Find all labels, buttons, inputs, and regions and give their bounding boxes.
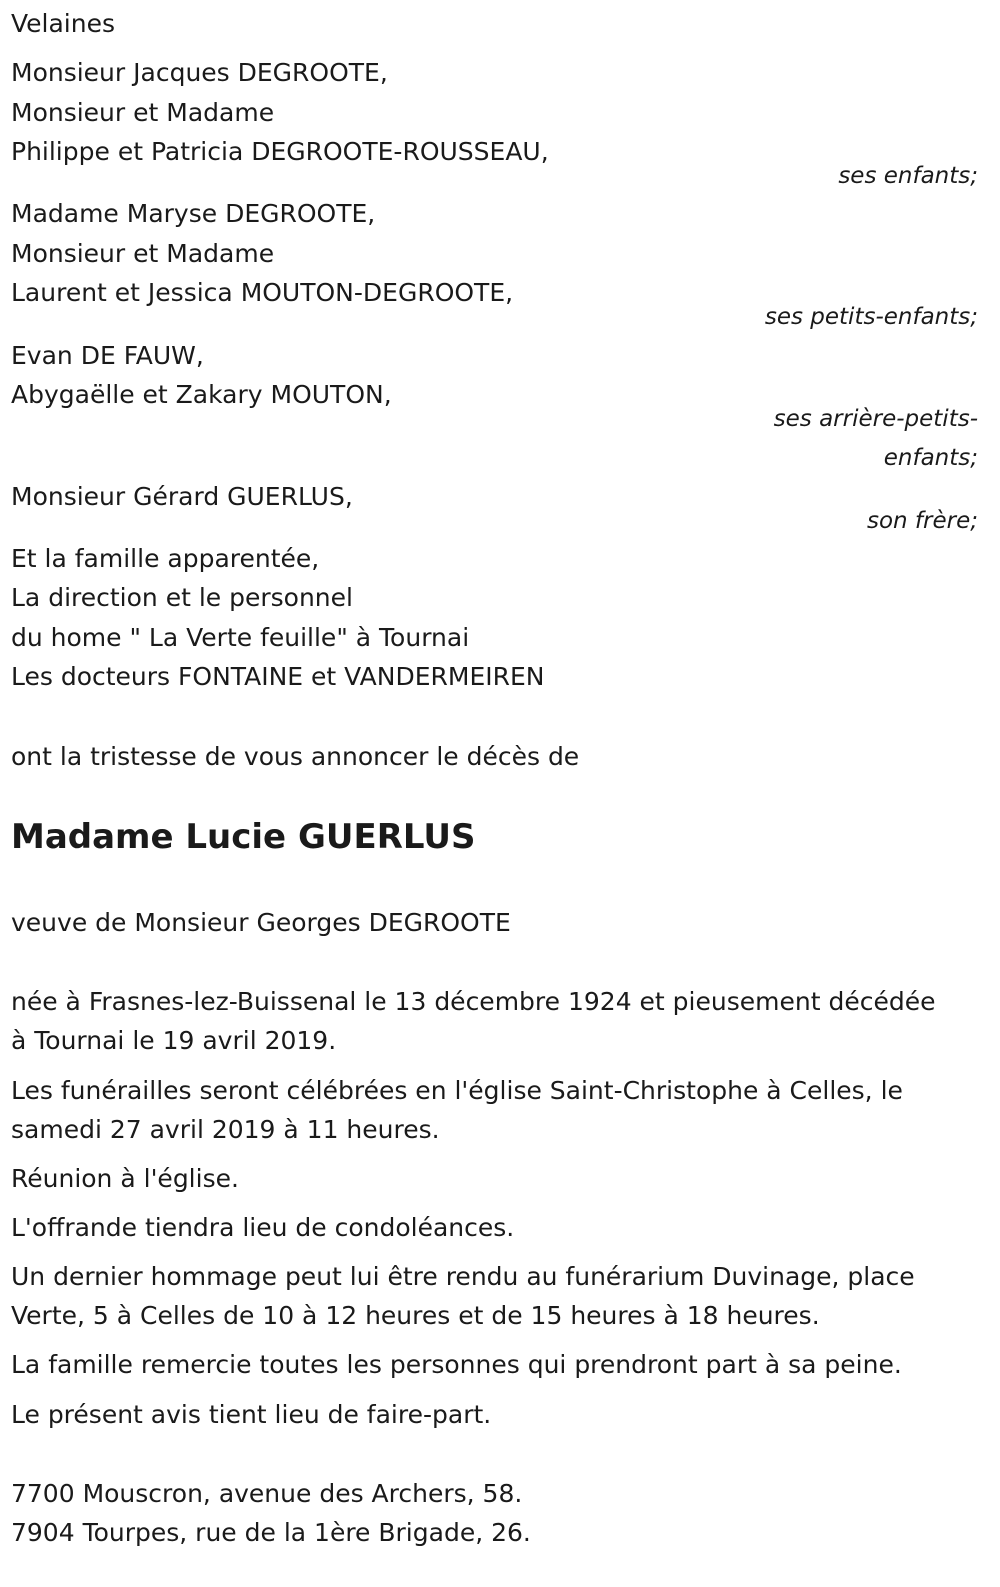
great-grandchildren-role-1: ses arrière-petits- bbox=[773, 406, 978, 432]
children-line-2: Monsieur et Madame bbox=[11, 98, 275, 127]
others-line-3: du home " La Verte feuille" à Tournai bbox=[11, 623, 470, 652]
grandchildren-role: ses petits-enfants; bbox=[764, 304, 978, 330]
announcement: ont la tristesse de vous annoncer le décès de bbox=[11, 742, 580, 771]
town-line: Velaines bbox=[11, 9, 116, 38]
deceased-name: Madame Lucie GUERLUS bbox=[11, 817, 476, 857]
offering-line: L'offrande tiendra lieu de condoléances. bbox=[11, 1213, 515, 1242]
meeting-line: Réunion à l'église. bbox=[11, 1164, 239, 1193]
tribute-line-1: Un dernier hommage peut lui être rendu au funérarium Duvinage, place bbox=[11, 1262, 915, 1291]
birth-line-1: née à Frasnes-lez-Buissenal le 13 décembre 1924 et pieusement décédée bbox=[11, 987, 936, 1016]
birth-line-2: à Tournai le 19 avril 2019. bbox=[11, 1026, 337, 1055]
widow-of: veuve de Monsieur Georges DEGROOTE bbox=[11, 908, 511, 937]
address-line-2: 7904 Tourpes, rue de la 1ère Brigade, 26. bbox=[11, 1518, 531, 1547]
others-line-1: Et la famille apparentée, bbox=[11, 544, 320, 573]
children-role: ses enfants; bbox=[838, 163, 978, 189]
great-grandchildren-line-2: Abygaëlle et Zakary MOUTON, bbox=[11, 380, 392, 409]
grandchildren-line-2: Monsieur et Madame bbox=[11, 239, 275, 268]
grandchildren-line-3: Laurent et Jessica MOUTON-DEGROOTE, bbox=[11, 278, 514, 307]
others-line-2: La direction et le personnel bbox=[11, 583, 353, 612]
funeral-line-1: Les funérailles seront célébrées en l'église Saint-Christophe à Celles, le bbox=[11, 1076, 903, 1105]
grandchildren-line-1: Madame Maryse DEGROOTE, bbox=[11, 199, 376, 228]
brother-role: son frère; bbox=[866, 508, 978, 534]
tribute-line-2: Verte, 5 à Celles de 10 à 12 heures et de 15 heures à 18 heures. bbox=[11, 1301, 820, 1330]
brother-line: Monsieur Gérard GUERLUS, bbox=[11, 482, 353, 511]
great-grandchildren-line-1: Evan DE FAUW, bbox=[11, 341, 204, 370]
others-line-4: Les docteurs FONTAINE et VANDERMEIREN bbox=[11, 662, 545, 691]
children-line-1: Monsieur Jacques DEGROOTE, bbox=[11, 58, 388, 87]
address-line-1: 7700 Mouscron, avenue des Archers, 58. bbox=[11, 1479, 523, 1508]
thanks-line: La famille remercie toutes les personnes qui prendront part à sa peine. bbox=[11, 1350, 902, 1379]
notice-line: Le présent avis tient lieu de faire-part. bbox=[11, 1400, 492, 1429]
children-line-3: Philippe et Patricia DEGROOTE-ROUSSEAU, bbox=[11, 137, 549, 166]
funeral-line-2: samedi 27 avril 2019 à 11 heures. bbox=[11, 1115, 440, 1144]
great-grandchildren-role-2: enfants; bbox=[883, 445, 978, 471]
